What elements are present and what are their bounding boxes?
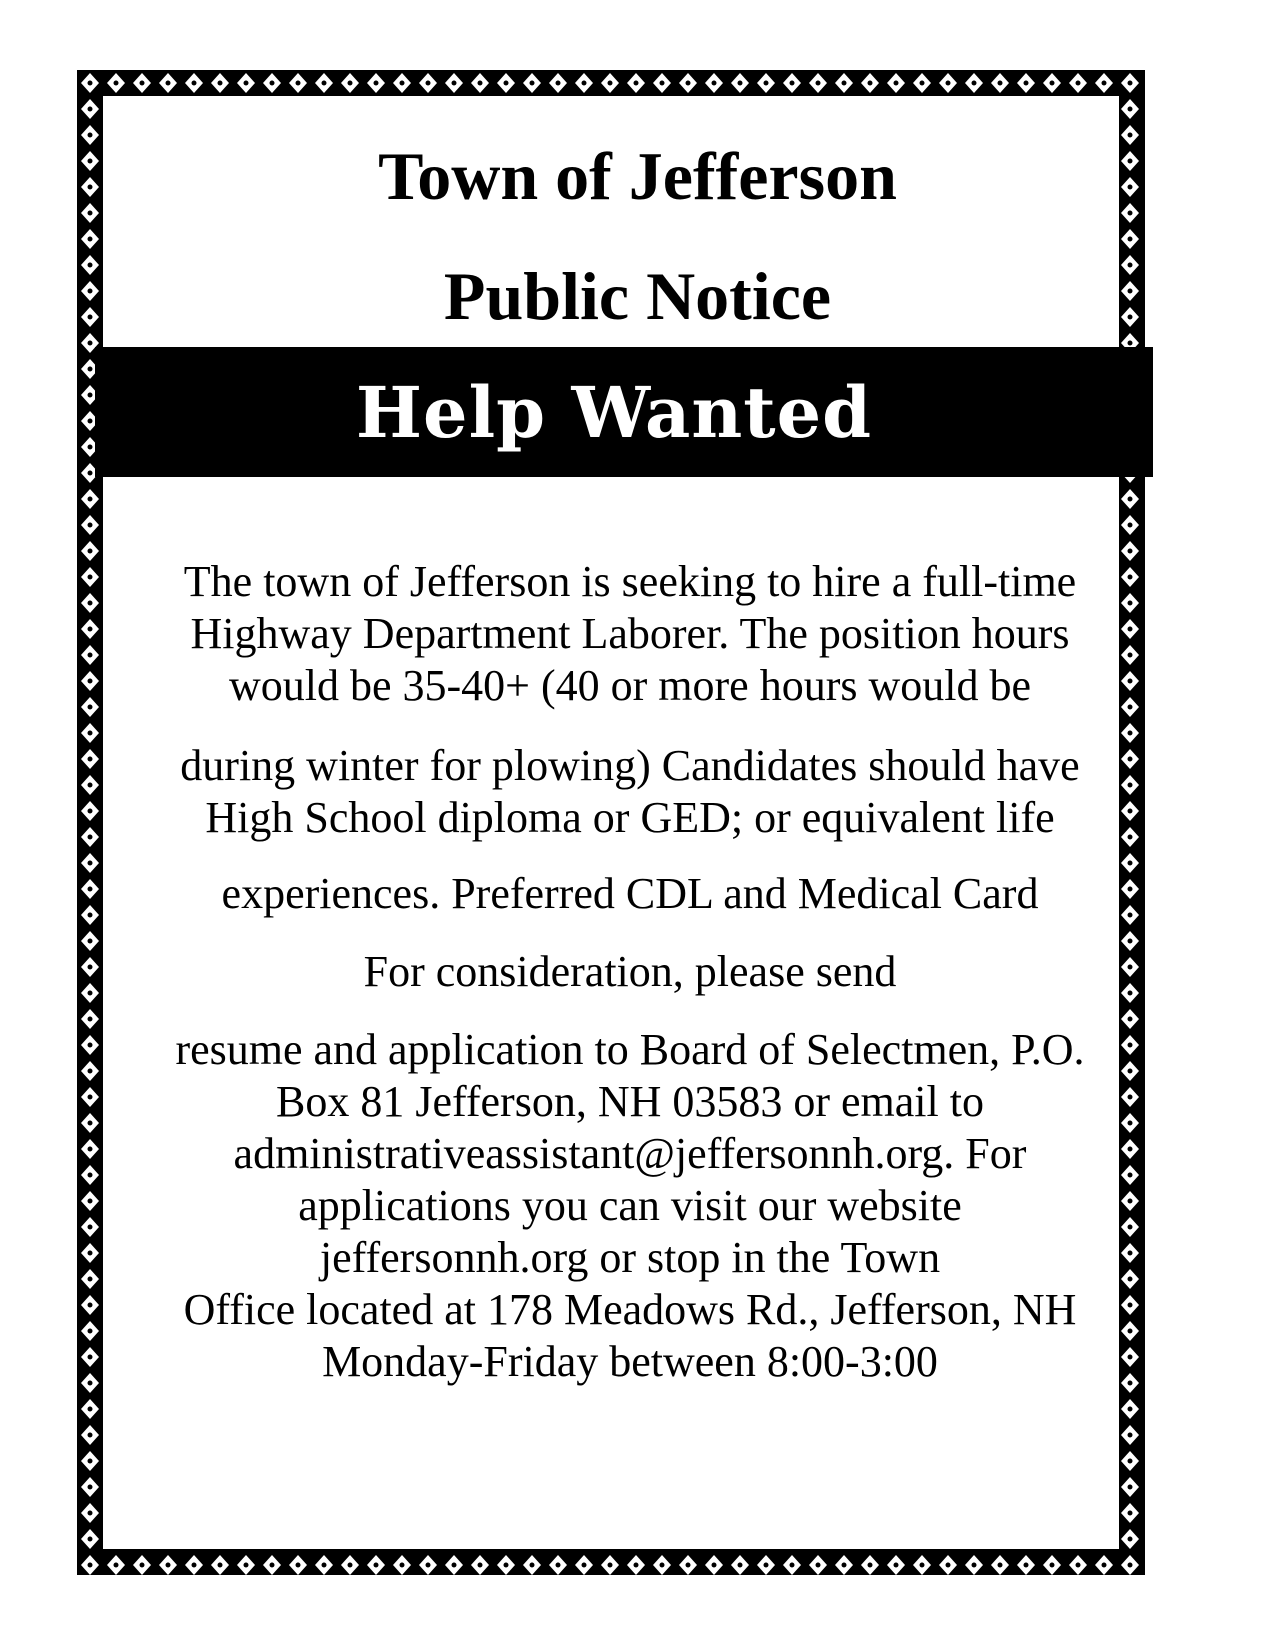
body-line: Box 81 Jefferson, NH 03583 or email to (276, 1077, 984, 1126)
contact-paragraph (110, 1024, 1150, 1388)
body-line: The town of Jefferson is seeking to hire a full-time (183, 557, 1077, 606)
address-line: Office located at 178 Meadows Rd., Jefferson, NH (183, 1285, 1077, 1334)
notice-title: Public Notice (443, 258, 832, 334)
body-line: resume and application to Board of Selectmen, P.O. (175, 1025, 1085, 1074)
body-line: High School diploma or GED; or equivalent life (205, 793, 1055, 842)
preferences-paragraph (110, 868, 1150, 920)
body-line: For consideration, please send (363, 947, 897, 996)
body-line: would be 35-40+ (40 or more hours would be (228, 661, 1031, 710)
body-line: applications you can visit our website (298, 1181, 962, 1230)
body-line: Highway Department Laborer. The position hours (190, 609, 1070, 658)
email-line: administrativeassistant@jeffersonnh.org. For (233, 1129, 1027, 1178)
consideration-paragraph (110, 946, 1150, 998)
help-wanted-banner (95, 347, 1153, 477)
body-line: during winter for plowing) Candidates should have (180, 741, 1080, 790)
website-line: jeffersonnh.org or stop in the Town (319, 1233, 941, 1282)
banner-label: Help Wanted (355, 370, 873, 454)
requirements-paragraph (110, 740, 1150, 844)
body-line: experiences. Preferred CDL and Medical Card (221, 869, 1039, 918)
hours-line: Monday-Friday between 8:00-3:00 (322, 1337, 938, 1386)
town-title: Town of Jefferson (378, 138, 897, 214)
job-description-paragraph (110, 556, 1150, 712)
